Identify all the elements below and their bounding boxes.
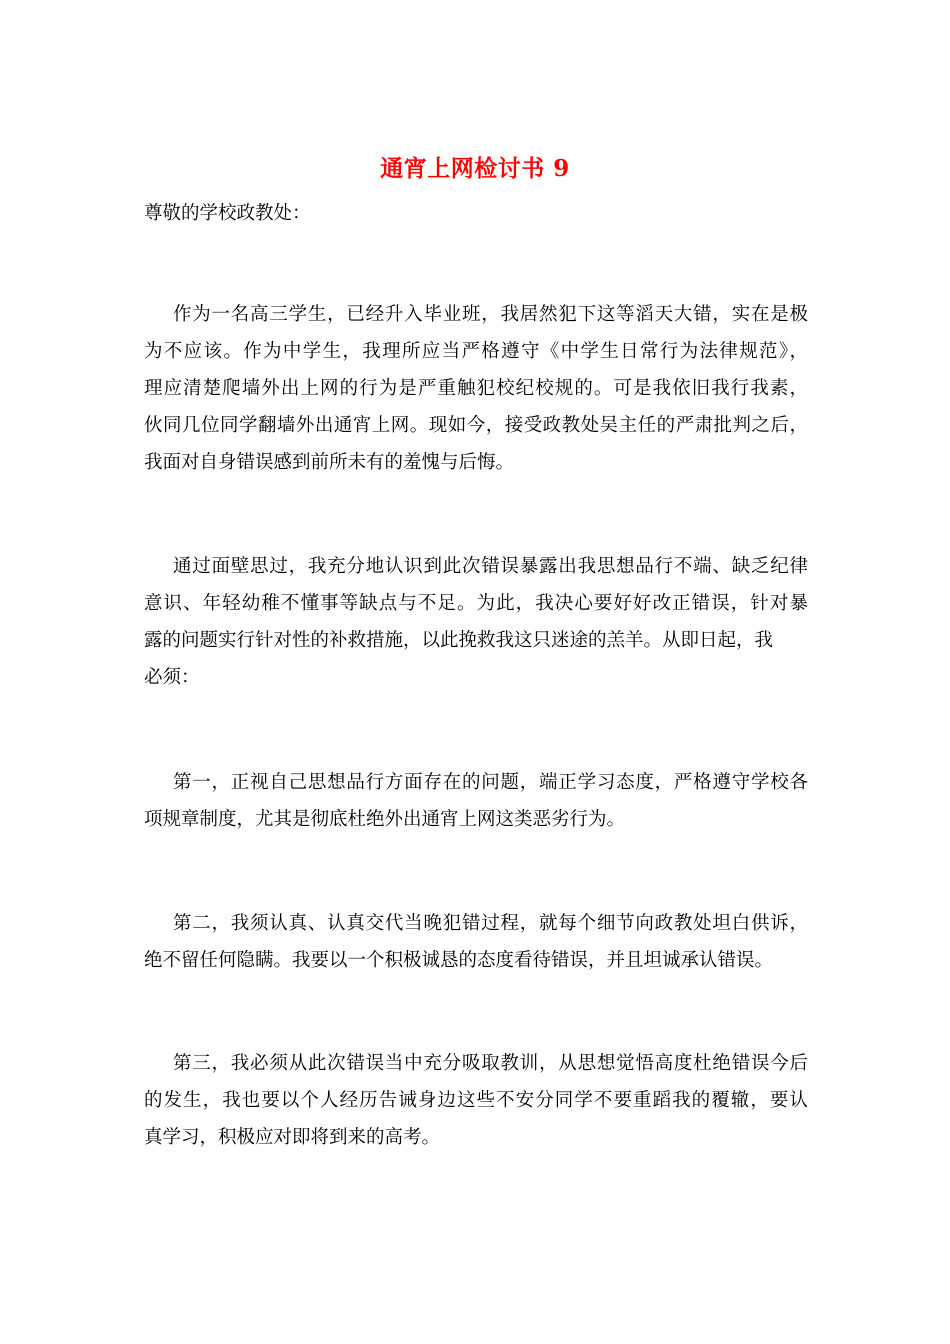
paragraph-line: 露的问题实行针对性的补救措施，以此挽救我这只迷途的羔羊。从即日起，我	[144, 630, 774, 651]
paragraph-line: 的发生，我也要以个人经历告诫身边这些不安分同学不要重蹈我的覆辙，要认	[144, 1090, 808, 1111]
paragraph-3	[144, 764, 808, 838]
document-title: 通宵上网检讨书 9	[380, 155, 570, 182]
paragraph-line: 为不应该。作为中学生，我理所应当严格遵守《中学生日常行为法律规范》，	[144, 341, 808, 362]
paragraph-line: 通过面壁思过，我充分地认识到此次错误暴露出我思想品行不端、缺乏纪律	[173, 556, 808, 577]
paragraph-line: 伙同几位同学翻墙外出通宵上网。现如今，接受政教处吴主任的严肃批判之后，	[144, 415, 808, 436]
paragraph-line: 项规章制度，尤其是彻底杜绝外出通宵上网这类恶劣行为。	[144, 809, 626, 830]
paragraph-line: 第一，正视自己思想品行方面存在的问题，端正学习态度，严格遵守学校各	[173, 772, 808, 793]
paragraph-line: 真学习，积极应对即将到来的高考。	[144, 1127, 441, 1148]
paragraph-line: 第二，我须认真、认真交代当晚犯错过程，就每个细节向政教处坦白供诉，	[173, 913, 808, 934]
paragraph-1	[144, 296, 808, 481]
paragraph-2	[144, 548, 808, 696]
paragraph-line: 意识、年轻幼稚不懂事等缺点与不足。为此，我决心要好好改正错误，针对暴	[144, 593, 808, 614]
paragraph-line: 理应清楚爬墙外出上网的行为是严重触犯校纪校规的。可是我依旧我行我素，	[144, 378, 808, 399]
paragraph-line: 必须：	[144, 667, 200, 688]
paragraph-4	[144, 905, 808, 979]
paragraph-line: 绝不留任何隐瞒。我要以一个积极诚恳的态度看待错误，并且坦诚承认错误。	[144, 950, 774, 971]
paragraph-line: 我面对自身错误感到前所未有的羞愧与后悔。	[144, 452, 515, 473]
salutation: 尊敬的学校政教处：	[144, 203, 311, 224]
paragraph-5	[144, 1045, 808, 1156]
paragraph-line: 作为一名高三学生，已经升入毕业班，我居然犯下这等滔天大错，实在是极	[173, 304, 808, 325]
paragraph-line: 第三，我必须从此次错误当中充分吸取教训，从思想觉悟高度杜绝错误今后	[173, 1053, 808, 1074]
